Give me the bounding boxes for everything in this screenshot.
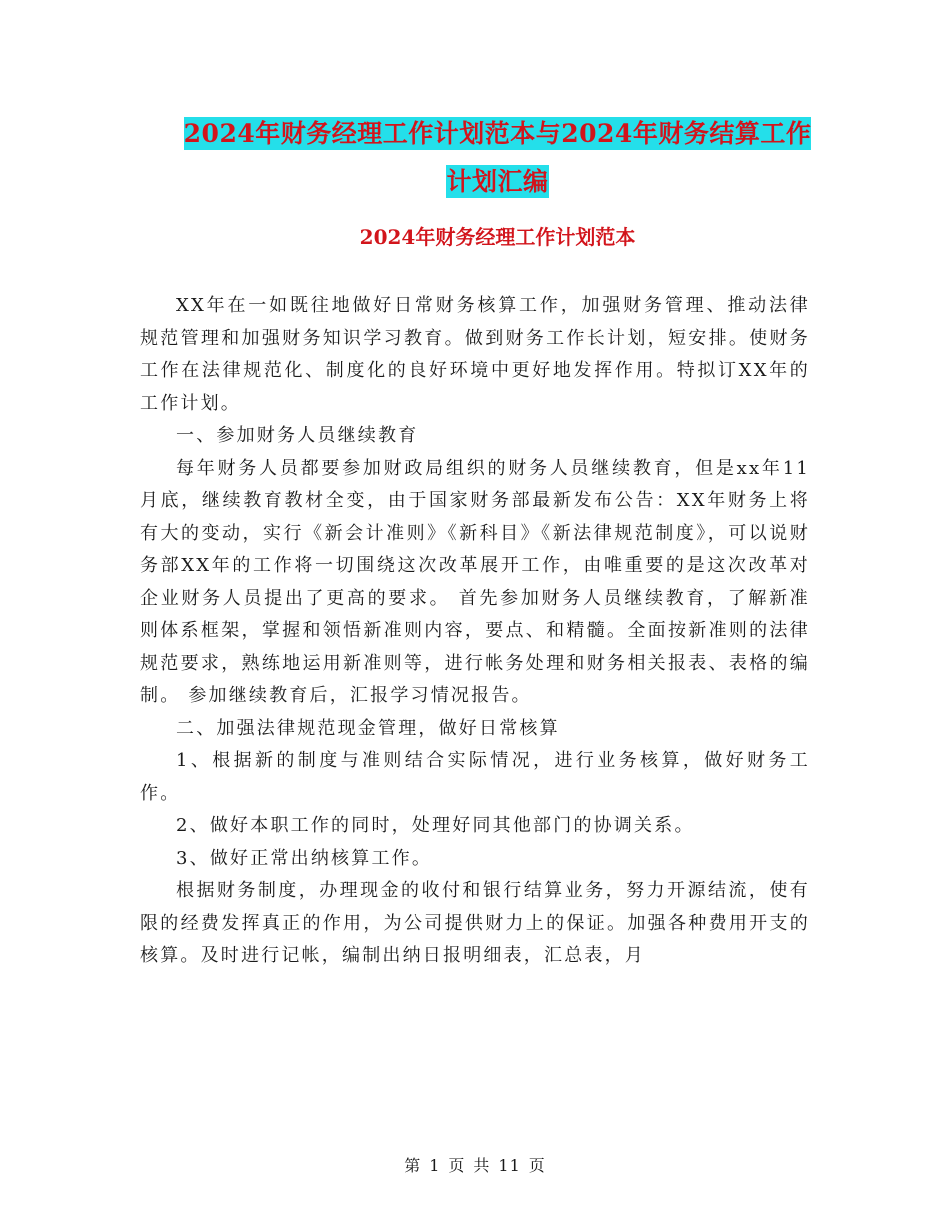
footer-total-pages: 11 (498, 1156, 521, 1175)
footer-total-label: 共 (473, 1156, 491, 1175)
document-title (140, 110, 855, 206)
list-item-2: 2、做好本职工作的同时，处理好同其他部门的协调关系。 (176, 815, 695, 836)
paragraph-cashier: 根据财务制度，办理现金的收付和银行结算业务，努力开源结流，使有限的经费发挥真正的作用，为公司提供财力上的保证。加强各种费用开支的核算。及时进行记帐，编制出纳日报明细表，汇总表，月 (140, 880, 810, 966)
list-item-3: 3、做好正常出纳核算工作。 (176, 847, 433, 869)
footer-page-label: 页 (448, 1156, 466, 1175)
document-title-line1: 2024年财务经理工作计划范本与2024年财务结算工作 (183, 119, 812, 148)
paragraph-intro: XX年在一如既往地做好日常财务核算工作，加强财务管理、推动法律规范管理和加强财务知识学习教育。做到财务工作长计划，短安排。使财务工作在法律规范化、制度化的良好环境中更好地发挥作用。特拟订XX年的工作计划。 (140, 295, 810, 414)
footer-page-number: 1 (429, 1156, 441, 1175)
section-title: 2024年财务经理工作计划范本 (359, 225, 636, 249)
footer-suffix: 页 (528, 1156, 546, 1175)
page-footer (0, 1154, 950, 1178)
footer-prefix: 第 (404, 1156, 422, 1175)
list-item-1: 1、根据新的制度与准则结合实际情况，进行业务核算，做好财务工作。 (140, 750, 810, 804)
paragraph-continuing-education: 每年财务人员都要参加财政局组织的财务人员继续教育，但是xx年11月底，继续教育教材全变，由于国家财务部最新发布公告：XX年财务上将有大的变动，实行《新会计准则》《新科目》《新法律规范制度》，可以说财务部XX年的工作将一切围绕这次改革展开工作，由唯重要的是这次改革对企业财务人员提出了更高的要求。 首先参加财务人员继续教育，了解新准则体系框架，掌握和领悟新准则内容，要点、和精髓。全面按新准则的法律规范要求，熟练地运用新准则等，进行帐务处理和财务相关报表、表格的编制。 参加继续教育后，汇报学习情况报告。 (140, 457, 810, 706)
heading-cash-management: 二、加强法律规范现金管理，做好日常核算 (176, 717, 560, 739)
document-title-line2: 计划汇编 (446, 167, 549, 196)
heading-continuing-education: 一、参加财务人员继续教育 (176, 425, 419, 446)
document-body (140, 290, 810, 973)
